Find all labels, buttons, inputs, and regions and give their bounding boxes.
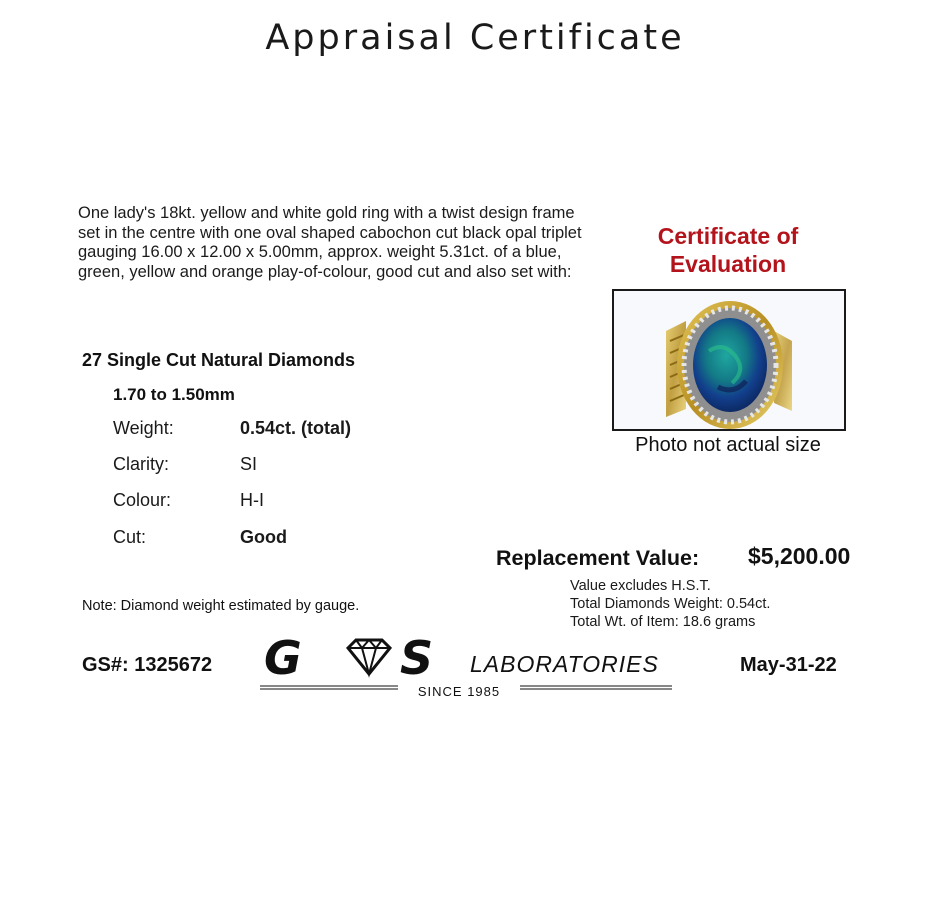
- replacement-value-amount: $5,200.00: [748, 543, 851, 569]
- gauge-note: Note: Diamond weight estimated by gauge.: [82, 598, 360, 614]
- spec-label-clarity: Clarity:: [113, 454, 170, 474]
- diamond-heading: 27 Single Cut Natural Diamonds: [82, 350, 356, 370]
- ring-photo-image: [614, 291, 844, 429]
- logo-laboratories: LABORATORIES: [470, 651, 659, 677]
- page-title: Appraisal Certificate: [265, 18, 685, 58]
- certificate-heading-line2: Evaluation: [669, 251, 787, 277]
- spec-value-colour: H-I: [240, 490, 264, 510]
- diamond-size: 1.70 to 1.50mm: [113, 385, 235, 404]
- spec-label-weight: Weight:: [113, 418, 174, 438]
- certificate-heading: [612, 222, 844, 278]
- spec-value-weight: 0.54ct. (total): [240, 418, 352, 438]
- total-item-weight-line: Total Wt. of Item: 18.6 grams: [570, 614, 756, 630]
- ring-photo: [612, 289, 846, 431]
- logo-since: SINCE 1985: [417, 684, 501, 699]
- diamond-icon: [348, 640, 390, 674]
- gs-number: GS#: 1325672: [82, 654, 213, 676]
- logo-letter-g: G: [264, 636, 302, 685]
- spec-label-colour: Colour:: [113, 490, 172, 510]
- total-diamonds-weight-line: Total Diamonds Weight: 0.54ct.: [570, 596, 771, 612]
- spec-value-clarity: SI: [240, 454, 258, 474]
- certificate-date: May-31-22: [740, 654, 837, 676]
- spec-value-cut: Good: [240, 527, 287, 547]
- gs-laboratories-logo: [258, 636, 678, 706]
- logo-letter-s: S: [400, 636, 434, 685]
- item-description: One lady's 18kt. yellow and white gold ring with a twist design frame set in the centre with one oval shaped cabochon cut black opal triplet gauging 16.00 x 12.00 x 5.00mm, approx. weight 5.31ct. of a blue, green, yellow and orange play-of-colour, good cut and also set with:: [78, 204, 582, 281]
- photo-caption: Photo not actual size: [635, 434, 821, 456]
- replacement-value-label: Replacement Value:: [496, 546, 700, 570]
- certificate-heading-line1: Certificate of: [657, 223, 799, 249]
- gs-logo-graphic: [258, 636, 678, 706]
- value-excludes-line: Value excludes H.S.T.: [570, 578, 711, 594]
- spec-label-cut: Cut:: [113, 527, 147, 547]
